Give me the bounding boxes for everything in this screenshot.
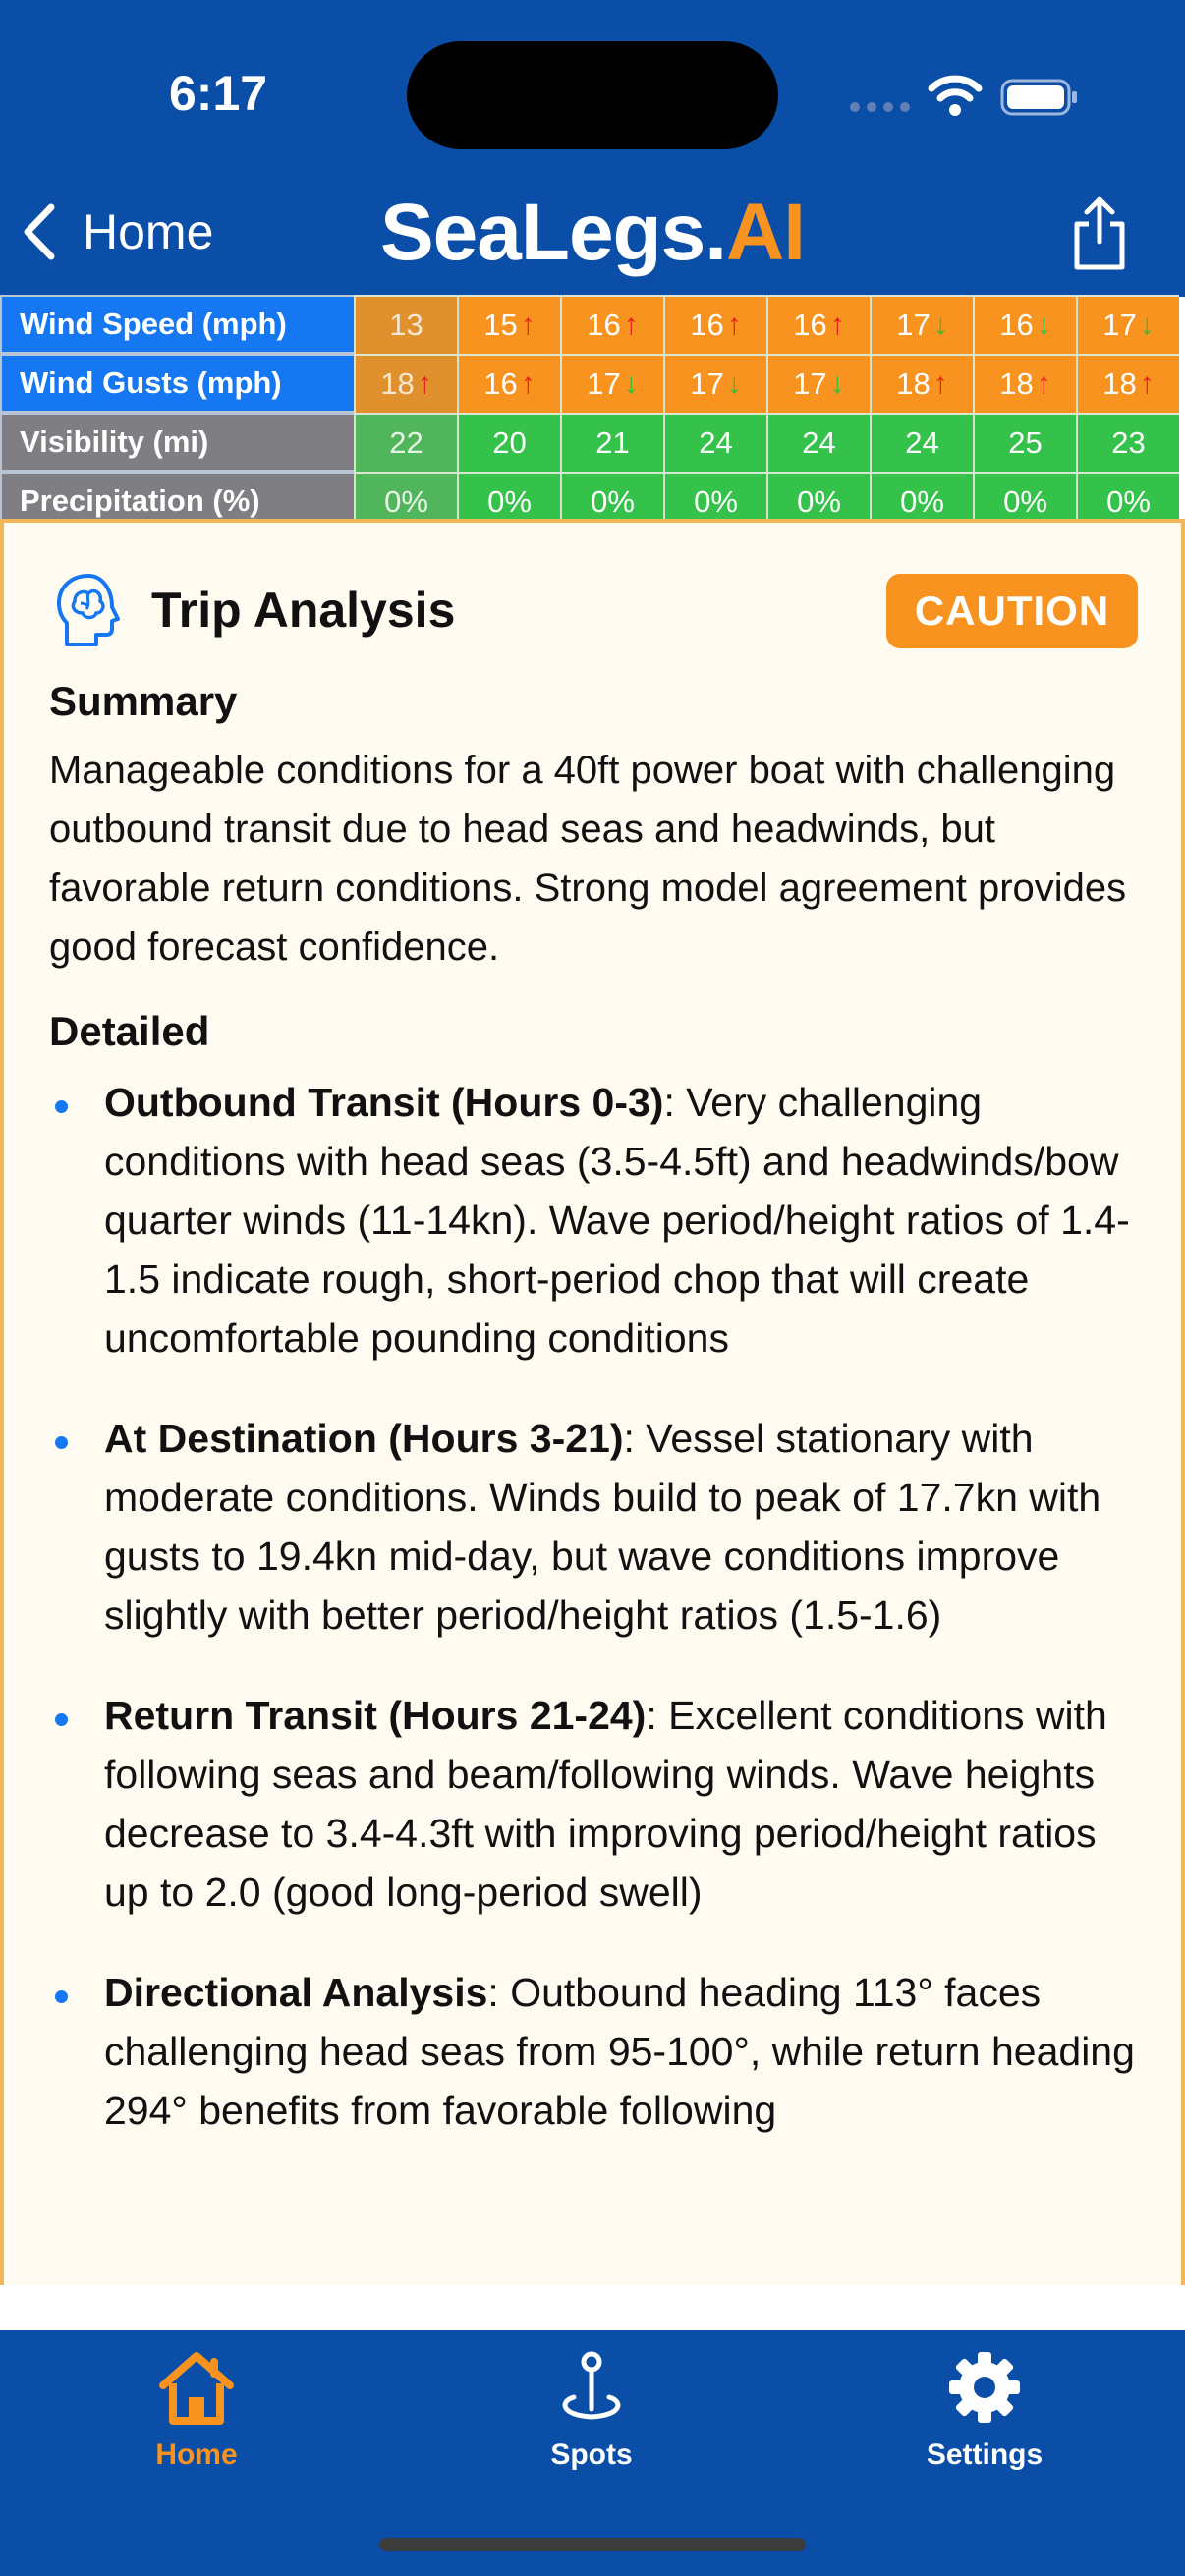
- table-cell: [1076, 354, 1179, 413]
- table-cell: [354, 413, 457, 472]
- cell-value: 0%: [1003, 484, 1047, 519]
- table-row: [0, 354, 1185, 413]
- item-title: Directional Analysis: [104, 1970, 488, 2015]
- arrow-down-icon: ↓: [1139, 308, 1155, 341]
- table-cell: [560, 354, 663, 413]
- tab-settings[interactable]: [837, 2330, 1132, 2488]
- row-label: Wind Speed (mph): [0, 295, 354, 354]
- arrow-up-icon: ↑: [829, 308, 845, 341]
- share-icon[interactable]: [1067, 195, 1132, 271]
- cell-value: 21: [595, 425, 630, 460]
- table-cell: [457, 295, 560, 354]
- forecast-table: [0, 295, 1185, 531]
- cell-value: 24: [699, 425, 733, 460]
- table-cell: [663, 413, 766, 472]
- app-header: [0, 0, 1185, 297]
- brand-ai: AI: [726, 188, 806, 277]
- cell-value: 18: [896, 366, 931, 401]
- trip-analysis-card: [0, 519, 1185, 2287]
- arrow-up-icon: ↑: [932, 367, 948, 400]
- location-pin-icon: [550, 2348, 633, 2427]
- item-text: : Excellent conditions with following seas and beam/following winds. Wave heights decrease to 3.4-4.3ft with improving period/height ratios up to 2.0 (good long-period swell): [104, 1693, 1107, 1915]
- list-item-outbound: [4, 1073, 1181, 1368]
- table-cell: [560, 295, 663, 354]
- arrow-up-icon: ↑: [1139, 367, 1155, 400]
- arrow-down-icon: ↓: [829, 367, 845, 400]
- cell-value: 16: [999, 308, 1034, 342]
- status-time: 6:17: [169, 66, 268, 121]
- tab-spots[interactable]: [444, 2330, 739, 2488]
- detailed-list: [4, 1073, 1181, 2181]
- table-cell: [766, 354, 870, 413]
- table-cell: [973, 354, 1076, 413]
- item-title: Outbound Transit (Hours 0-3): [104, 1080, 664, 1125]
- arrow-up-icon: ↑: [520, 308, 536, 341]
- list-item-return: [4, 1686, 1181, 1922]
- cell-value: 23: [1111, 425, 1146, 460]
- cell-value: 17: [896, 308, 931, 342]
- content-bottom-strip: [0, 2285, 1185, 2332]
- tab-home-label: Home: [155, 2438, 238, 2471]
- cell-value: 18: [380, 366, 415, 401]
- arrow-up-icon: ↑: [1036, 367, 1051, 400]
- arrow-down-icon: ↓: [1036, 308, 1051, 341]
- cellular-signal-icon: [850, 102, 910, 112]
- table-cell: [870, 354, 973, 413]
- brand-logo: [0, 187, 1185, 279]
- bullet-icon: [55, 1990, 68, 2003]
- arrow-up-icon: ↑: [520, 367, 536, 400]
- cell-value: 15: [483, 308, 518, 342]
- row-label: Precipitation (%): [0, 472, 354, 531]
- cell-value: 0%: [900, 484, 944, 519]
- table-cell: [766, 295, 870, 354]
- cell-value: 22: [389, 425, 423, 460]
- tab-settings-label: Settings: [926, 2438, 1044, 2471]
- table-cell: [663, 295, 766, 354]
- list-item-destination: [4, 1409, 1181, 1645]
- table-row: [0, 413, 1185, 472]
- arrow-down-icon: ↓: [623, 367, 639, 400]
- table-cell: [766, 413, 870, 472]
- table-row: [0, 295, 1185, 354]
- summary-text: Manageable conditions for a 40ft power boat with challenging outbound transit due to head seas and headwinds, but favorable return conditions. Strong model agreement provides good forecast confidence.: [49, 749, 1127, 969]
- arrow-up-icon: ↑: [623, 308, 639, 341]
- brand-main: SeaLegs.: [379, 188, 727, 277]
- cell-value: 16: [483, 366, 518, 401]
- cell-value: 20: [492, 425, 527, 460]
- arrow-up-icon: ↑: [726, 308, 742, 341]
- back-button-label: Home: [83, 204, 214, 259]
- cell-value: 18: [1102, 366, 1137, 401]
- table-cell: [354, 295, 457, 354]
- table-cell: [663, 354, 766, 413]
- arrow-up-icon: ↑: [417, 367, 432, 400]
- card-title: Trip Analysis: [151, 583, 456, 638]
- item-title: Return Transit (Hours 21-24): [104, 1693, 647, 1738]
- battery-icon: [1000, 79, 1079, 116]
- detailed-heading: Detailed: [49, 1008, 210, 1054]
- brain-head-icon: [53, 572, 124, 650]
- cell-value: 17: [793, 366, 827, 401]
- item-title: At Destination (Hours 3-21): [104, 1416, 624, 1461]
- item-text: : Outbound heading 113° faces challenging head seas from 95-100°, while return heading 294° benefits from favorable following: [104, 1970, 1135, 2133]
- card-header: [4, 523, 1181, 700]
- list-item-directional: [4, 1963, 1181, 2140]
- cell-value: 16: [690, 308, 724, 342]
- table-cell: [560, 413, 663, 472]
- cell-value: 0%: [1106, 484, 1151, 519]
- row-label: Visibility (mi): [0, 413, 354, 472]
- home-icon: [155, 2348, 238, 2427]
- bullet-icon: [55, 1100, 68, 1113]
- item-text: : Vessel stationary with moderate conditions. Winds build to peak of 17.7kn with gusts to 19.4kn mid-day, but wave conditions improve slightly with better period/height ratios (1.5-1.6): [104, 1416, 1101, 1638]
- cell-value: 17: [587, 366, 621, 401]
- table-cell: [1076, 413, 1179, 472]
- cell-value: 24: [905, 425, 939, 460]
- cell-value: 17: [1102, 308, 1137, 342]
- table-cell: [973, 413, 1076, 472]
- wifi-icon: [928, 73, 983, 116]
- table-cell: [973, 295, 1076, 354]
- table-cell: [1076, 295, 1179, 354]
- cell-value: 18: [999, 366, 1034, 401]
- cell-value: 0%: [694, 484, 738, 519]
- home-indicator: [379, 2538, 806, 2551]
- cell-value: 25: [1008, 425, 1043, 460]
- table-cell: [354, 354, 457, 413]
- summary-heading: Summary: [49, 678, 238, 724]
- tab-spots-label: Spots: [550, 2438, 633, 2471]
- row-label: Wind Gusts (mph): [0, 354, 354, 413]
- cell-value: 0%: [797, 484, 841, 519]
- cell-value: 13: [389, 308, 423, 342]
- cell-value: 16: [587, 308, 621, 342]
- arrow-down-icon: ↓: [726, 367, 742, 400]
- tab-home[interactable]: [49, 2330, 344, 2488]
- cell-value: 0%: [487, 484, 532, 519]
- item-text: : Very challenging conditions with head seas (3.5-4.5ft) and headwinds/bow quarter winds (11-14kn). Wave period/height ratios of 1.4-1.5 indicate rough, short-period chop that will create uncomfortable pounding conditions: [104, 1080, 1130, 1361]
- bullet-icon: [55, 1713, 68, 1726]
- gear-icon: [943, 2348, 1026, 2427]
- cell-value: 24: [802, 425, 836, 460]
- table-cell: [870, 295, 973, 354]
- table-cell: [457, 413, 560, 472]
- arrow-down-icon: ↓: [932, 308, 948, 341]
- dynamic-island: [407, 41, 778, 149]
- cell-value: 16: [793, 308, 827, 342]
- bullet-icon: [55, 1436, 68, 1449]
- table-cell: [457, 354, 560, 413]
- caution-badge: CAUTION: [886, 574, 1138, 648]
- cell-value: 17: [690, 366, 724, 401]
- table-cell: [870, 413, 973, 472]
- cell-value: 0%: [591, 484, 635, 519]
- cell-value: 0%: [384, 484, 428, 519]
